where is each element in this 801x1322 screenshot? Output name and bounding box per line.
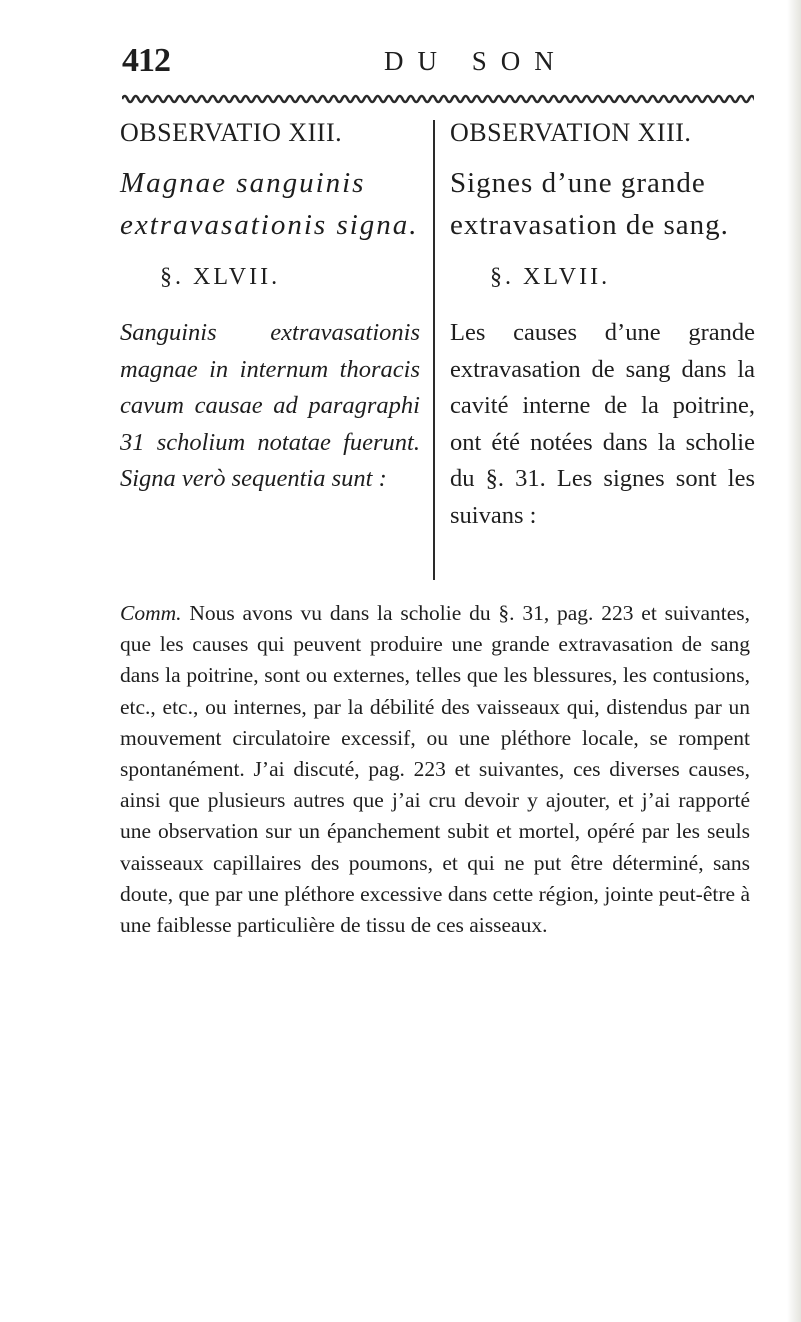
commentary-paragraph xyxy=(120,598,750,941)
wavy-rule-ornament xyxy=(122,92,754,106)
running-head xyxy=(122,42,742,86)
latin-column xyxy=(120,118,420,498)
column-divider xyxy=(433,120,435,580)
french-observation-subtitle: Signes d’une grande extravasation de sang. xyxy=(450,167,729,241)
latin-section-number: §. XLVII. xyxy=(160,264,281,290)
commentary-text: Nous avons vu dans la scholie du §. 31, pag. 223 et suivantes, que les causes qui peuvent produire une grande extravasation de sang dans la poitrine, sont ou externes, telles que les blessures, les contusions, etc., etc., ou internes, par la débilité des vaisseaux qui, distendus par un mouvement circulatoire excessif, ou une pléthore locale, se rompent spontanément. J’ai discuté, pag. 223 et suivantes, ces diverses causes, ainsi que plusieurs autres que j’ai cru devoir y ajouter, et j’ai rapporté une observation sur un épanchement subit et mortel, opéré par les seuls vaisseaux capillaires des poumons, et qui ne put être déterminé, sans doute, que par une pléthore excessive dans cette région, jointe peut-être à une faiblesse particulière de tissu de ces aisseaux. xyxy=(120,601,751,938)
french-body-text: Les causes d’une grande extravasation de sang dans la cavité interne de la poitrine, ont été notées dans la scholie du §. 31. Les signes sont les suivans : xyxy=(450,319,755,529)
running-title: DU SON xyxy=(384,46,568,76)
page-number: 412 xyxy=(122,42,170,79)
latin-body-text: Sanguinis extravasationis magnae in internum thoracis cavum causae ad paragraphi 31 scholium notatae fuerunt. Signa verò sequentia sunt : xyxy=(120,319,420,492)
latin-observation-subtitle: Magnae sanguinis extravasationis signa. xyxy=(120,167,419,241)
french-column xyxy=(450,118,755,534)
commentary-label: Comm. xyxy=(120,601,182,625)
french-observation-title: OBSERVATION XIII. xyxy=(450,118,692,147)
french-section-number: §. XLVII. xyxy=(490,264,611,290)
page-edge-shadow xyxy=(787,0,801,1322)
latin-observation-title: OBSERVATIO XIII. xyxy=(120,118,343,147)
